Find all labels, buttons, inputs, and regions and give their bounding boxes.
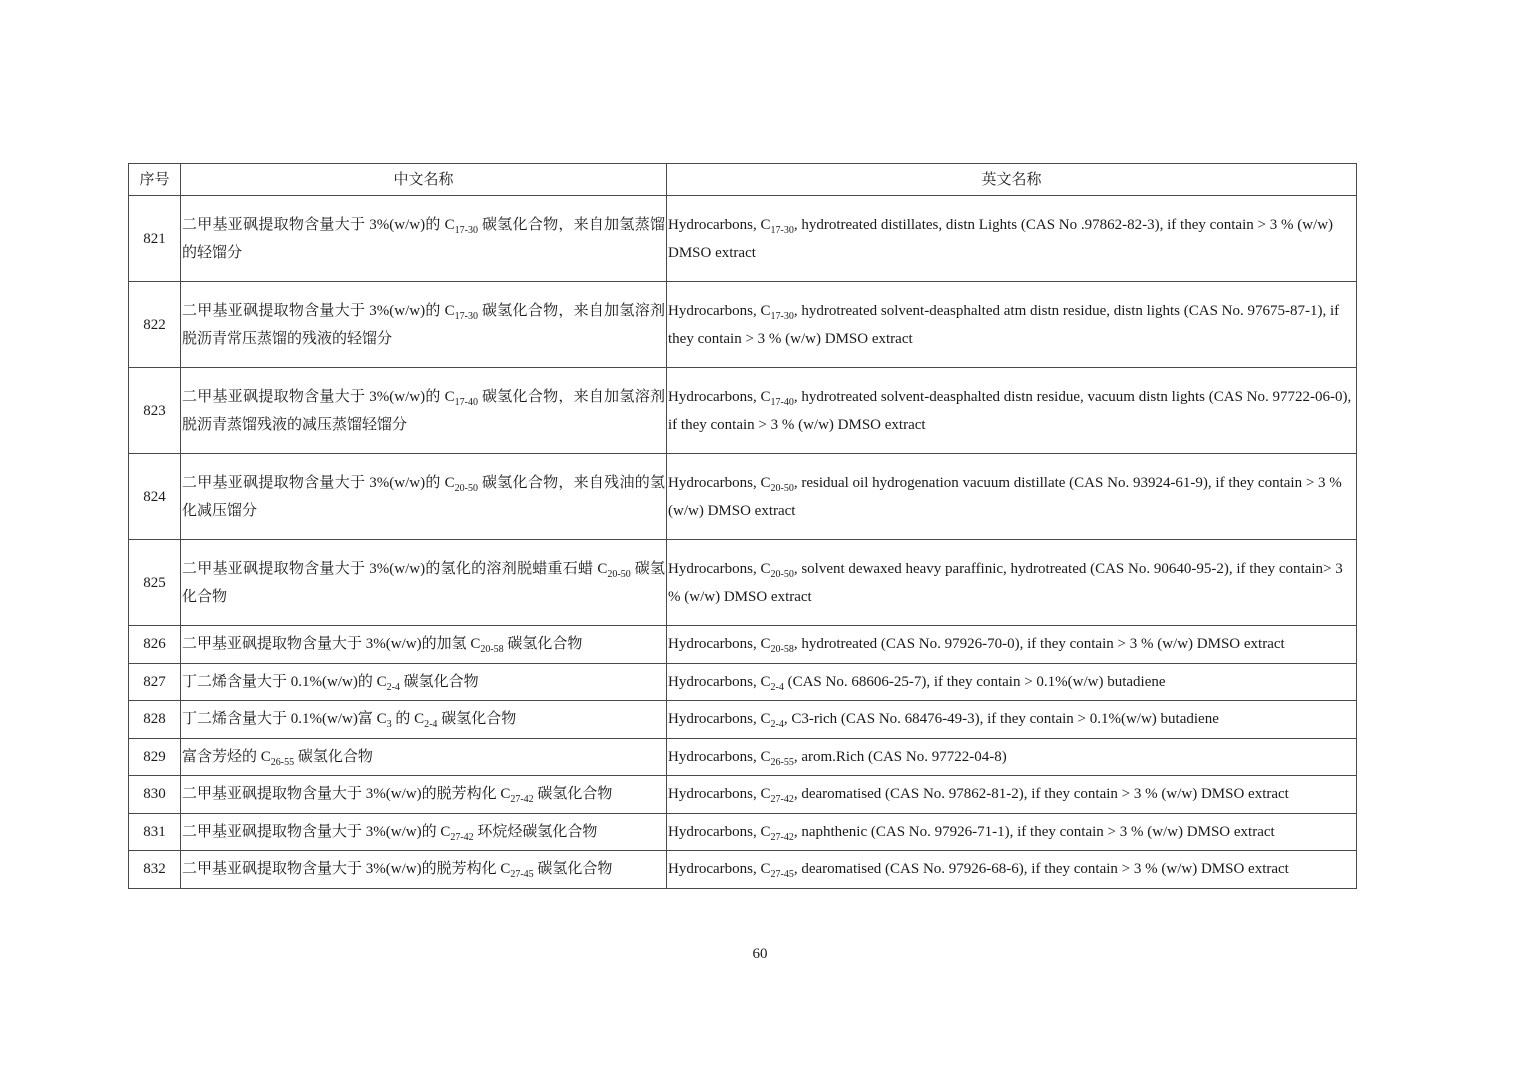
table-row (129, 196, 1357, 282)
name-text: Hydrocarbons, C (668, 302, 771, 319)
name-text: , C3-rich (CAS No. 68476-49-3), if they contain > 0.1%(w/w) butadiene (783, 711, 1219, 728)
chinese-name-cell (181, 851, 667, 889)
name-text: 二甲基亚砜提取物含量大于 3%(w/w)的 C (182, 474, 455, 491)
table-row (129, 701, 1357, 739)
name-text: (CAS No. 68606-25-7), if they contain > 0.1%(w/w) butadiene (783, 673, 1166, 690)
name-text: 碳氢化合物 (399, 673, 479, 690)
carbon-range-subscript: 3 (386, 719, 392, 731)
carbon-range-subscript: 17-30 (770, 310, 794, 322)
name-text: , hydrotreated distillates, distn Lights (CAS No .97862-82-3), if they contain > 3 % (w/w) DMSO extract (668, 216, 1334, 261)
name-text: , dearomatised (CAS No. 97926-68-6), if they contain > 3 % (w/w) DMSO extract (793, 861, 1289, 878)
carbon-range-subscript: 27-42 (450, 831, 474, 843)
table-header (129, 164, 1357, 196)
name-text: 二甲基亚砜提取物含量大于 3%(w/w)的 C (182, 302, 455, 319)
carbon-range-subscript: 20-58 (480, 644, 504, 656)
carbon-range-subscript: 20-58 (770, 644, 794, 656)
table-row (129, 454, 1357, 540)
name-text: , hydrotreated solvent-deasphalted atm distn residue, distn lights (CAS No. 97675-87-1), if they contain > 3 % (w/w) DMSO extract (668, 302, 1340, 347)
chinese-name-cell (181, 196, 667, 282)
header-chinese-name: 中文名称 (181, 164, 667, 196)
carbon-range-subscript: 20-50 (770, 568, 794, 580)
row-number: 823 (129, 368, 181, 454)
name-text: 二甲基亚砜提取物含量大于 3%(w/w)的脱芳构化 C (182, 861, 511, 878)
carbon-range-subscript: 20-50 (607, 568, 631, 580)
table-row (129, 851, 1357, 889)
row-number: 831 (129, 813, 181, 851)
name-text: 碳氢化合物，来自加氢蒸馏的轻馏分 (182, 216, 665, 261)
row-number: 826 (129, 626, 181, 664)
english-name-cell (667, 196, 1357, 282)
name-text: , solvent dewaxed heavy paraffinic, hydrotreated (CAS No. 90640-95-2), if they contain> 3 % (w/w) DMSO extract (668, 560, 1343, 605)
carbon-range-subscript: 20-50 (454, 482, 478, 494)
english-name-cell (667, 663, 1357, 701)
carbon-range-subscript: 27-42 (770, 794, 794, 806)
name-text: , hydrotreated (CAS No. 97926-70-0), if they contain > 3 % (w/w) DMSO extract (793, 636, 1285, 653)
name-text: 碳氢化合物，来自加氢溶剂脱沥青蒸馏残液的减压蒸馏轻馏分 (182, 388, 665, 433)
chinese-name-cell (181, 663, 667, 701)
carbon-range-subscript: 17-30 (454, 310, 478, 322)
name-text: Hydrocarbons, C (668, 560, 771, 577)
table-row (129, 282, 1357, 368)
name-text: 丁二烯含量大于 0.1%(w/w)的 C (182, 673, 387, 690)
name-text: 二甲基亚砜提取物含量大于 3%(w/w)的加氢 C (182, 636, 481, 653)
name-text: Hydrocarbons, C (668, 388, 771, 405)
chinese-name-cell (181, 368, 667, 454)
name-text: 碳氢化合物 (503, 636, 583, 653)
name-text: 的 C (391, 711, 425, 728)
carbon-range-subscript: 2-4 (386, 681, 400, 693)
table-row (129, 776, 1357, 814)
name-text: 环烷烃碳氢化合物 (473, 823, 598, 840)
chinese-name-cell (181, 282, 667, 368)
name-text: , residual oil hydrogenation vacuum distillate (CAS No. 93924-61-9), if they contain > 3 % (w/w) DMSO extract (668, 474, 1342, 519)
name-text: 二甲基亚砜提取物含量大于 3%(w/w)的 C (182, 216, 455, 233)
chinese-name-cell (181, 776, 667, 814)
name-text: , dearomatised (CAS No. 97862-81-2), if they contain > 3 % (w/w) DMSO extract (793, 786, 1289, 803)
name-text: , hydrotreated solvent-deasphalted distn residue, vacuum distn lights (CAS No. 97722-06-0), if they contain > 3 % (w/w) DMSO extract (668, 388, 1352, 433)
table-row (129, 813, 1357, 851)
name-text: Hydrocarbons, C (668, 673, 771, 690)
row-number: 822 (129, 282, 181, 368)
english-name-cell (667, 776, 1357, 814)
header-row (129, 164, 1357, 196)
table-row (129, 738, 1357, 776)
name-text: 二甲基亚砜提取物含量大于 3%(w/w)的氢化的溶剂脱蜡重石蜡 C (182, 560, 608, 577)
carbon-range-subscript: 26-55 (270, 756, 295, 768)
row-number: 825 (129, 540, 181, 626)
english-name-cell (667, 813, 1357, 851)
name-text: Hydrocarbons, C (668, 786, 771, 803)
english-name-cell (667, 626, 1357, 664)
chinese-name-cell (181, 626, 667, 664)
english-name-cell (667, 540, 1357, 626)
chinese-name-cell (181, 454, 667, 540)
english-name-cell (667, 701, 1357, 739)
name-text: 碳氢化合物 (437, 711, 517, 728)
name-text: Hydrocarbons, C (668, 861, 771, 878)
name-text: 碳氢化合物，来自加氢溶剂脱沥青常压蒸馏的残液的轻馏分 (182, 302, 665, 347)
name-text: Hydrocarbons, C (668, 711, 771, 728)
row-number: 828 (129, 701, 181, 739)
name-text: 碳氢化合物 (294, 748, 373, 765)
row-number: 827 (129, 663, 181, 701)
name-text: Hydrocarbons, C (668, 823, 771, 840)
row-number: 821 (129, 196, 181, 282)
carbon-range-subscript: 20-50 (770, 482, 794, 494)
header-english-name: 英文名称 (667, 164, 1357, 196)
row-number: 824 (129, 454, 181, 540)
substance-table (128, 163, 1357, 889)
table-row (129, 368, 1357, 454)
name-text: 碳氢化合物，来自残油的氢化减压馏分 (182, 474, 665, 519)
carbon-range-subscript: 27-42 (510, 794, 534, 806)
row-number: 830 (129, 776, 181, 814)
name-text: Hydrocarbons, C (668, 216, 771, 233)
name-text: Hydrocarbons, C (668, 748, 771, 765)
carbon-range-subscript: 27-45 (770, 869, 794, 881)
carbon-range-subscript: 2-4 (770, 719, 784, 731)
table-row (129, 626, 1357, 664)
name-text: 碳氢化合物 (182, 560, 665, 605)
name-text: Hydrocarbons, C (668, 474, 771, 491)
carbon-range-subscript: 17-30 (770, 224, 794, 236)
table-row (129, 540, 1357, 626)
name-text: 碳氢化合物 (533, 861, 613, 878)
english-name-cell (667, 368, 1357, 454)
name-text: 丁二烯含量大于 0.1%(w/w)富 C (182, 711, 387, 728)
chinese-name-cell (181, 540, 667, 626)
carbon-range-subscript: 27-42 (770, 831, 794, 843)
row-number: 829 (129, 738, 181, 776)
table-row (129, 663, 1357, 701)
carbon-range-subscript: 17-40 (770, 396, 794, 408)
carbon-range-subscript: 2-4 (424, 719, 438, 731)
carbon-range-subscript: 17-30 (454, 224, 478, 236)
carbon-range-subscript: 26-55 (770, 756, 794, 768)
english-name-cell (667, 454, 1357, 540)
page-number: 60 (752, 946, 768, 962)
name-text: 二甲基亚砜提取物含量大于 3%(w/w)的脱芳构化 C (182, 786, 511, 803)
table-body (129, 196, 1357, 889)
name-text: 碳氢化合物 (533, 786, 613, 803)
chinese-name-cell (181, 738, 667, 776)
carbon-range-subscript: 2-4 (770, 681, 784, 693)
carbon-range-subscript: 17-40 (454, 396, 478, 408)
row-number: 832 (129, 851, 181, 889)
english-name-cell (667, 738, 1357, 776)
name-text: , naphthenic (CAS No. 97926-71-1), if they contain > 3 % (w/w) DMSO extract (793, 823, 1275, 840)
header-number: 序号 (129, 164, 181, 196)
name-text: Hydrocarbons, C (668, 636, 771, 653)
english-name-cell (667, 282, 1357, 368)
name-text: 富含芳烃的 C (182, 748, 271, 765)
name-text: 二甲基亚砜提取物含量大于 3%(w/w)的 C (182, 823, 451, 840)
carbon-range-subscript: 27-45 (510, 869, 534, 881)
name-text: , arom.Rich (CAS No. 97722-04-8) (793, 748, 1007, 765)
chinese-name-cell (181, 701, 667, 739)
chinese-name-cell (181, 813, 667, 851)
name-text: 二甲基亚砜提取物含量大于 3%(w/w)的 C (182, 388, 455, 405)
english-name-cell (667, 851, 1357, 889)
